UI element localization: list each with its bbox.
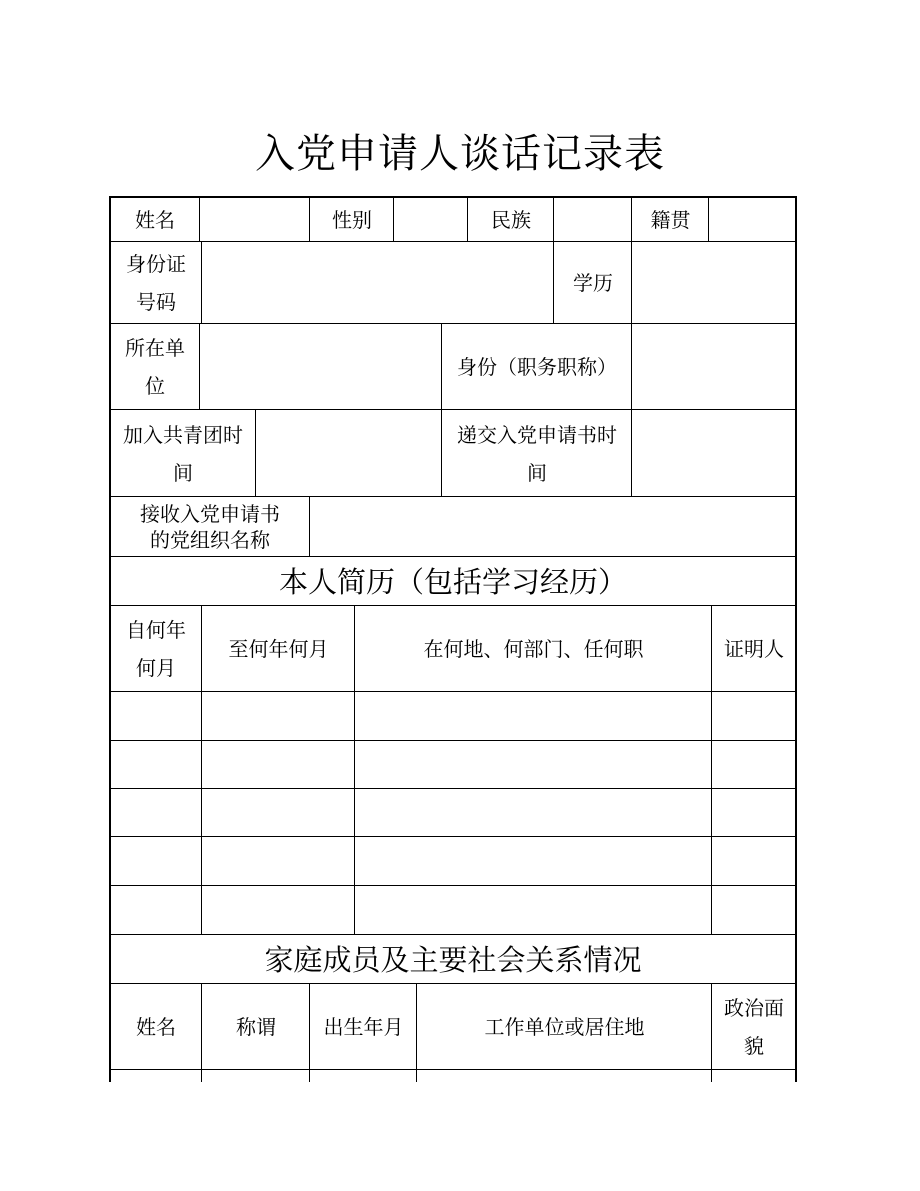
resume-row-5[interactable] <box>110 886 796 935</box>
field-name[interactable] <box>200 198 310 242</box>
field-receiving-org[interactable] <box>310 497 796 557</box>
table-rule <box>109 323 797 324</box>
field-gender[interactable] <box>394 198 468 242</box>
table-border-right <box>795 196 797 1082</box>
resume-row-1[interactable] <box>110 692 796 741</box>
table-rule <box>711 983 712 1082</box>
label-league-join-date: 加入共青团时 间 <box>123 422 243 485</box>
table-rule <box>109 836 797 837</box>
table-rule <box>631 409 632 497</box>
table-rule <box>309 197 310 242</box>
table-rule <box>711 605 712 935</box>
table-rule <box>199 197 200 242</box>
table-rule <box>309 496 310 557</box>
table-rule <box>255 409 256 497</box>
family-col-relation: 称谓 <box>236 1015 276 1039</box>
resume-col-to: 至何年何月 <box>228 637 329 661</box>
table-rule <box>109 241 797 242</box>
resume-row-2[interactable] <box>110 741 796 789</box>
table-rule <box>109 496 797 497</box>
label-identity: 身份（职务职称） <box>457 355 617 379</box>
table-border-top <box>109 196 797 198</box>
resume-row-4[interactable] <box>110 837 796 886</box>
table-rule <box>109 740 797 741</box>
resume-col-from: 自何年 何月 <box>126 618 186 680</box>
table-rule <box>309 983 310 1082</box>
label-native-place: 籍贯 <box>650 208 691 232</box>
family-col-work: 工作单位或居住地 <box>484 1015 645 1039</box>
table-rule <box>109 691 797 692</box>
resume-col-where: 在何地、何部门、任何职 <box>423 637 644 661</box>
field-application-submit-date[interactable] <box>632 410 796 497</box>
table-rule <box>109 409 797 410</box>
field-ethnicity[interactable] <box>554 198 632 242</box>
table-border-left <box>109 196 111 1082</box>
table-rule <box>631 197 632 242</box>
field-native-place[interactable] <box>709 198 796 242</box>
table-rule <box>631 323 632 410</box>
label-ethnicity: 民族 <box>491 208 531 232</box>
resume-col-witness: 证明人 <box>724 637 784 661</box>
family-row-1[interactable] <box>110 1070 796 1082</box>
resume-section-heading: 本人简历（包括学习经历） <box>278 564 627 599</box>
form-title: 入党申请人谈话记录表 <box>255 131 665 177</box>
table-rule <box>631 241 632 324</box>
table-rule <box>201 983 202 1082</box>
label-name: 姓名 <box>135 208 175 232</box>
label-application-submit-date: 递交入党申请书时 间 <box>457 422 617 485</box>
field-education[interactable] <box>632 242 796 324</box>
label-workplace: 所在单 位 <box>125 336 185 398</box>
field-workplace[interactable] <box>200 324 442 410</box>
table-rule <box>354 605 355 935</box>
table-rule <box>553 197 554 242</box>
table-rule <box>109 934 797 935</box>
table-rule <box>109 983 797 984</box>
label-receiving-org: 接收入党申请书 的党组织名称 <box>140 502 280 552</box>
table-rule <box>467 197 468 242</box>
table-rule <box>199 323 200 410</box>
table-rule <box>441 323 442 410</box>
field-identity[interactable] <box>632 324 796 410</box>
table-rule <box>109 885 797 886</box>
family-col-birth: 出生年月 <box>323 1015 404 1039</box>
table-rule <box>441 409 442 497</box>
table-rule <box>109 1069 797 1070</box>
table-rule <box>416 983 417 1082</box>
family-col-political: 政治面 貌 <box>724 996 784 1058</box>
label-gender: 性别 <box>332 208 372 232</box>
family-section-heading: 家庭成员及主要社会关系情况 <box>264 942 642 977</box>
field-league-join-date[interactable] <box>256 410 442 497</box>
label-id-number: 身份证 号码 <box>126 252 186 314</box>
table-rule <box>109 605 797 606</box>
family-col-name: 姓名 <box>136 1015 176 1039</box>
table-rule <box>708 197 709 242</box>
table-rule <box>201 241 202 324</box>
table-rule <box>109 556 797 557</box>
table-rule <box>553 241 554 324</box>
table-rule <box>109 788 797 789</box>
field-id-number[interactable] <box>202 242 554 324</box>
resume-row-3[interactable] <box>110 789 796 837</box>
label-education: 学历 <box>573 271 613 295</box>
table-rule <box>393 197 394 242</box>
table-rule <box>201 605 202 935</box>
